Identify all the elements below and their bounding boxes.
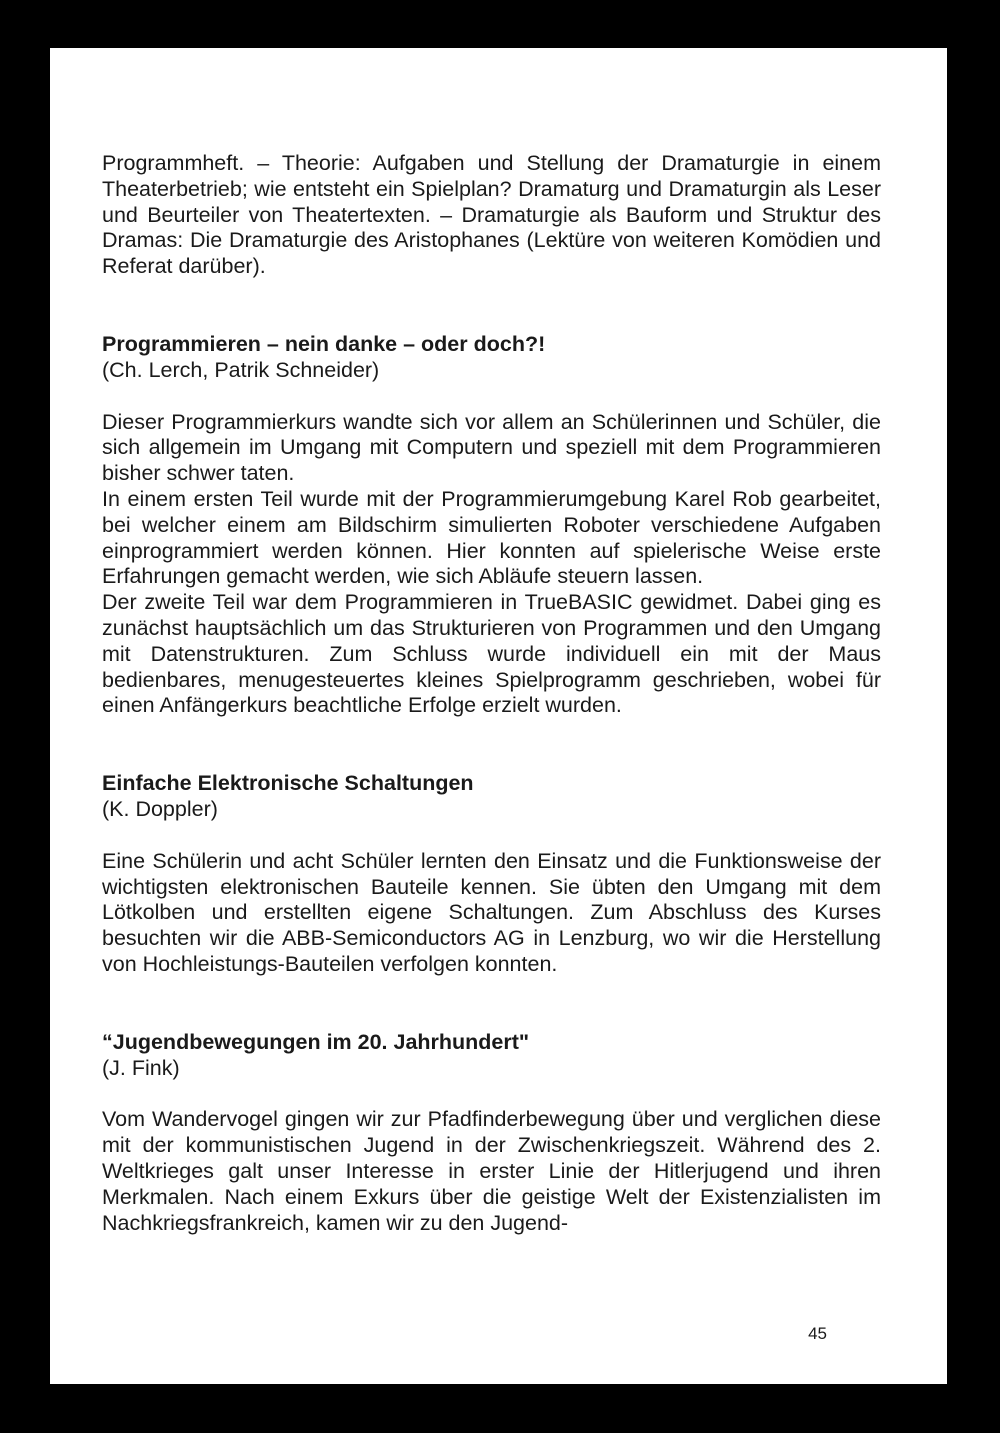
section-author: (J. Fink) bbox=[102, 1055, 180, 1080]
section-programmieren bbox=[102, 332, 881, 719]
section-body bbox=[102, 410, 881, 720]
section-title: Programmieren – nein danke – oder doch?! bbox=[102, 331, 546, 356]
paragraph: Der zweite Teil war dem Programmieren in TrueBASIC gewidmet. Dabei ging es zunächst hauptsächlich um das Strukturieren von Programmen und den Umgang mit Datenstrukturen. Zum Schluss wurde individuell ein mit der Maus bedienbares, menugesteuertes kleines Spielprogramm geschrieben, wobei für einen Anfängerkurs beachtliche Erfolge erzielt wurden. bbox=[102, 590, 881, 718]
page-content bbox=[102, 151, 881, 1236]
paragraph: Dieser Programmierkurs wandte sich vor allem an Schülerinnen und Schüler, die sich allgemein im Umgang mit Computern und speziell mit dem Programmieren bisher schwer taten. bbox=[102, 409, 881, 486]
paragraph: Eine Schülerin und acht Schüler lernten den Einsatz und die Funktionsweise der wichtigsten elektronischen Bauteile kennen. Sie übten den Umgang mit dem Lötkolben und erstellten eigene Schaltungen. Zum Abschluss des Kurses besuchten wir die ABB-Semiconductors AG in Lenzburg, wo wir die Herstellung von Hochleistungs-Bauteilen verfolgen konnten. bbox=[102, 848, 881, 976]
section-jugendbewegungen bbox=[102, 1030, 881, 1237]
section-elektronik bbox=[102, 771, 881, 978]
intro-paragraph bbox=[102, 151, 881, 280]
section-author: (Ch. Lerch, Patrik Schneider) bbox=[102, 357, 380, 382]
page-number: 45 bbox=[808, 1324, 827, 1343]
section-body bbox=[102, 849, 881, 978]
intro-text: Programmheft. – Theorie: Aufgaben und Stellung der Dramaturgie in einem Theaterbetrieb; wie entsteht ein Spielplan? Dramaturg und Dramaturgin als Leser und Beurteiler von Theatertexten. – Dramaturgie als Bauform und Struktur des Dramas: Die Dramaturgie des Aristophanes (Lektüre von weiteren Komödien und Referat darüber). bbox=[102, 151, 881, 279]
paragraph: In einem ersten Teil wurde mit der Programmierumgebung Karel Rob gearbeitet, bei welcher einem am Bildschirm simulierten Roboter verschiedene Aufgaben einprogrammiert werden können. Hier konnten auf spielerische Weise erste Erfahrungen gemacht werden, wie sich Abläufe steuern lassen. bbox=[102, 486, 881, 589]
document-page bbox=[50, 48, 947, 1384]
section-author: (K. Doppler) bbox=[102, 796, 218, 821]
section-title: Einfache Elektronische Schaltungen bbox=[102, 771, 474, 796]
section-title: “Jugendbewegungen im 20. Jahrhundert" bbox=[102, 1029, 530, 1054]
paragraph: Vom Wandervogel gingen wir zur Pfadfinderbewegung über und verglichen diese mit der kommunistischen Jugend in der Zwischenkriegszeit. Während des 2. Weltkrieges galt unser Interesse in erster Linie der Hitlerjugend und ihren Merkmalen. Nach einem Exkurs über die geistige Welt der Existenzialisten im Nachkriegsfrankreich, kamen wir zu den Jugend- bbox=[102, 1107, 881, 1235]
section-body bbox=[102, 1107, 881, 1236]
